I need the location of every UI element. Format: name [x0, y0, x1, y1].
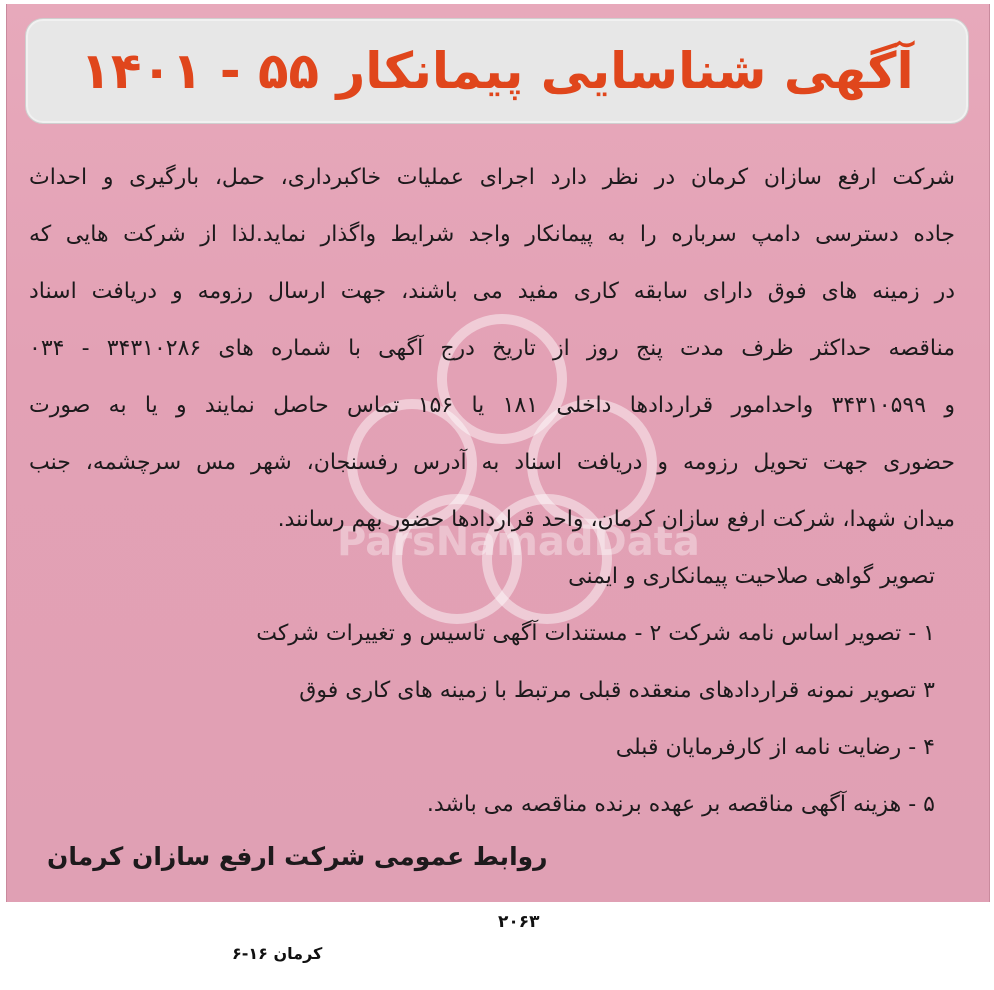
watermark-brand: ParsNamadData: [337, 519, 700, 565]
body-line: و ۳۴۳۱۰۵۹۹ واحدامور قراردادها داخلی ۱۸۱ یا ۱۵۶ تماس حاصل نمایند و یا به صورت: [29, 393, 955, 418]
body-line: مناقصه حداکثر ظرف مدت پنج روز از تاریخ درج آگهی با شماره های ۳۴۳۱۰۲۸۶ - ۰۳۴: [29, 336, 955, 361]
requirement-item: ۱ - تصویر اساس نامه شرکت ۲ - مستندات آگهی تاسیس و تغییرات شرکت: [256, 621, 935, 646]
title-banner: [25, 18, 969, 124]
requirement-item: ۳ تصویر نمونه قراردادهای منعقده قبلی مرتبط با زمینه های کاری فوق: [299, 678, 935, 703]
requirements-heading: تصویر گواهی صلاحیت پیمانکاری و ایمنی: [568, 564, 935, 589]
footer-code: ۲۰۶۳: [498, 912, 540, 932]
body-line: شرکت ارفع سازان کرمان در نظر دارد اجرای عملیات خاکبرداری، حمل، بارگیری و احداث: [29, 165, 955, 190]
body-line: در زمینه های فوق دارای سابقه کاری مفید می باشند، جهت ارسال رزومه و دریافت اسناد: [29, 279, 955, 304]
footer-issue: کرمان ۱۶-۶: [232, 944, 323, 963]
requirement-item: ۵ - هزینه آگهی مناقصه بر عهده برنده مناقصه می باشد.: [426, 792, 935, 817]
notice-title: آگهی شناسایی پیمانکار ۵۵ - ۱۴۰۱: [80, 42, 914, 100]
body-line: میدان شهدا، شرکت ارفع سازان کرمان، واحد قراردادها حضور بهم رسانند.: [277, 507, 955, 532]
newspaper-clipping: [6, 4, 990, 902]
signature: روابط عمومی شرکت ارفع سازان کرمان: [47, 842, 548, 871]
requirement-item: ۴ - رضایت نامه از کارفرمایان قبلی: [615, 735, 935, 760]
notice-body: [29, 152, 955, 836]
body-line: جاده دسترسی دامپ سرباره را به پیمانکار واجد شرایط واگذار نماید.لذا از شرکت هایی که: [29, 222, 955, 247]
body-line: حضوری جهت تحویل رزومه و دریافت اسناد به آدرس رفسنجان، شهر مس سرچشمه، جنب: [29, 450, 955, 475]
